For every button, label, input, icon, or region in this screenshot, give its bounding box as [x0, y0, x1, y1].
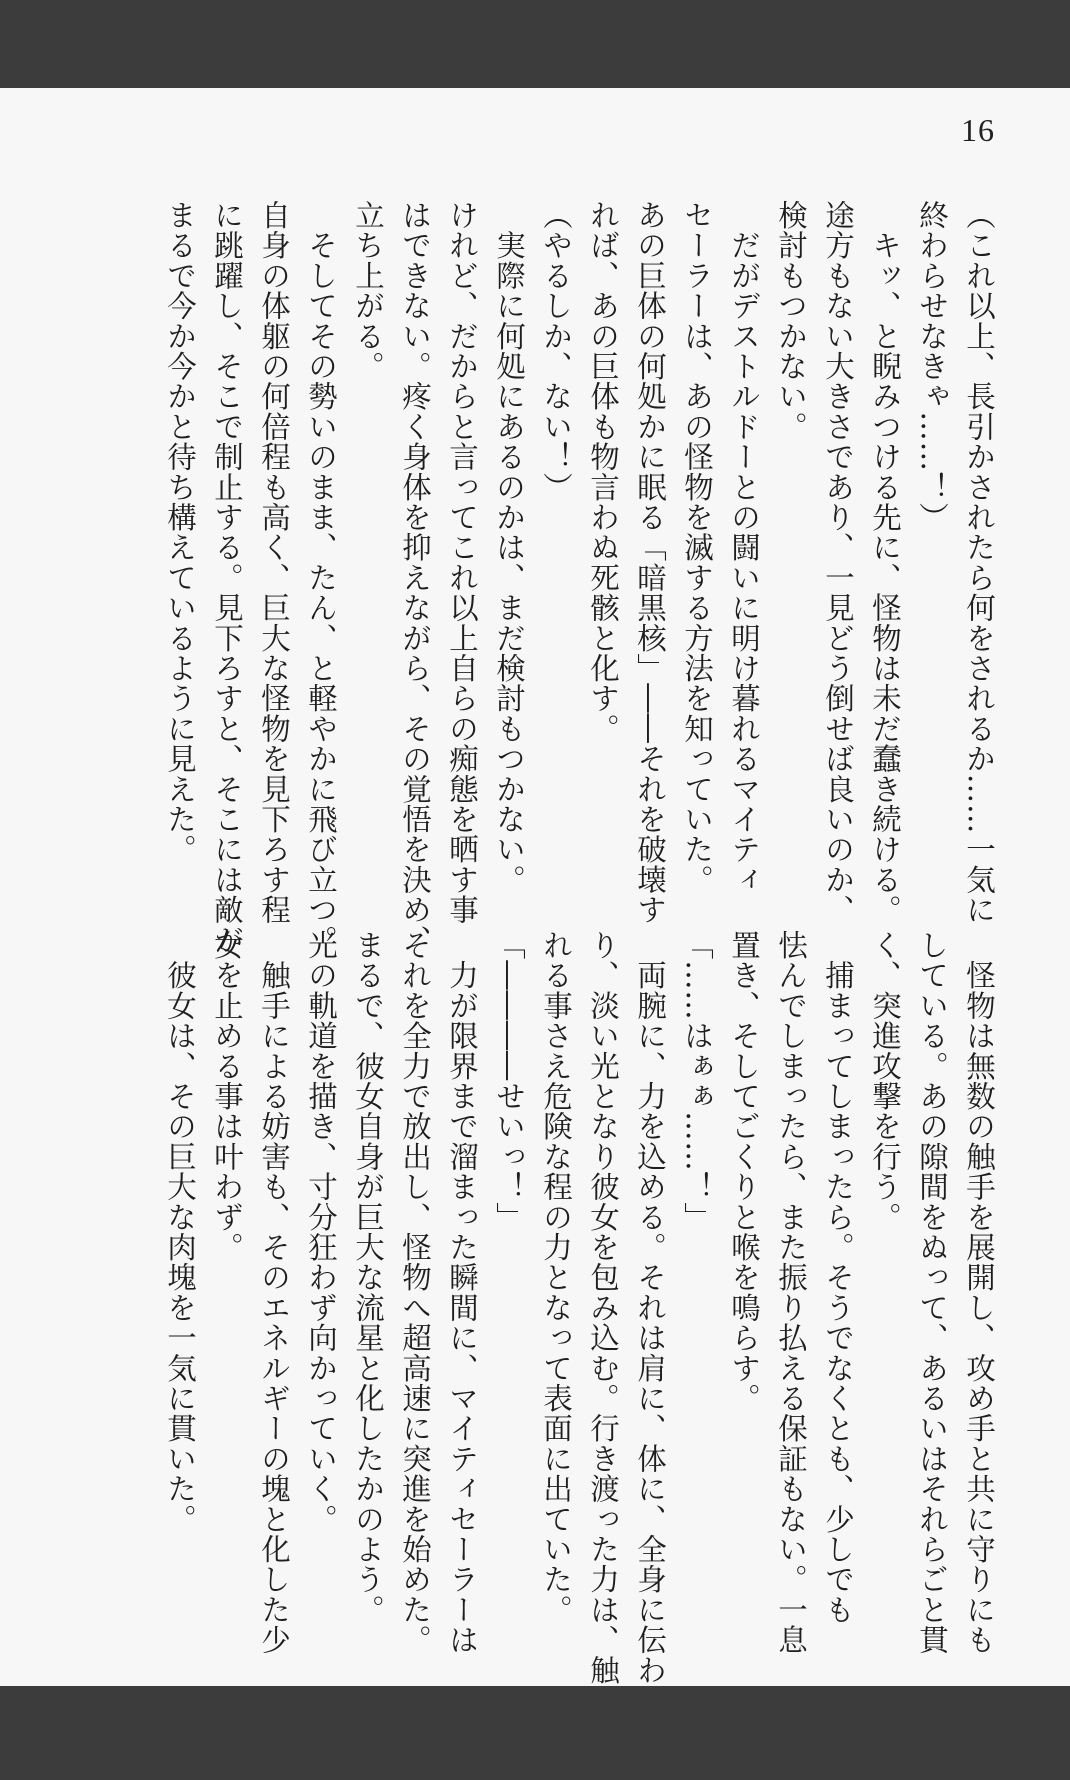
- book-page: [0, 88, 1070, 1686]
- text-line: 「……はぁぁ……！」: [680, 930, 714, 1232]
- text-line: 怪物は無数の触手を展開し、攻め手と共に守りにも: [962, 930, 996, 1655]
- text-line: 女を止める事は叶わず。: [210, 930, 244, 1263]
- text-line: キッ、と睨みつける先に、怪物は未だ蠢き続ける。: [868, 200, 902, 925]
- text-block-top: [112, 200, 1002, 955]
- text-block-bottom: [112, 930, 1002, 1685]
- text-line: 両腕に、力を込める。それは肩に、体に、全身に伝わ: [633, 930, 667, 1685]
- text-line: 置き、そしてごくりと喉を鳴らす。: [727, 930, 761, 1414]
- text-line: 捕まってしまったら。そうでなくとも、少しでも: [821, 930, 855, 1625]
- text-line: 立ち上がる。: [351, 200, 385, 382]
- text-line: れば、あの巨体も物言わぬ死骸と化す。: [586, 200, 620, 744]
- text-line: 検討もつかない。: [774, 200, 808, 442]
- text-line: 彼女は、その巨大な肉塊を一気に貫いた。: [163, 930, 197, 1534]
- text-line: している。あの隙間をぬって、あるいはそれらごと貫: [915, 930, 949, 1655]
- text-line: れる事さえ危険な程の力となって表面に出ていた。: [539, 930, 573, 1625]
- text-line: 自身の体躯の何倍程も高く、巨大な怪物を見下ろす程: [257, 200, 291, 925]
- text-line: 終わらせなきゃ……！）: [915, 200, 949, 533]
- text-line: 力が限界まで溜まった瞬間に、マイティセーラーは: [445, 930, 479, 1655]
- text-line: あの巨体の何処かに眠る「暗黒核」――それを破壊す: [633, 200, 667, 925]
- page-number: 16: [961, 112, 995, 148]
- text-line: けれど、だからと言ってこれ以上自らの痴態を晒す事: [445, 200, 479, 925]
- text-line: （やるしか、ない！）: [539, 200, 573, 502]
- text-line: 光の軌道を描き、寸分狂わず向かっていく。: [304, 930, 338, 1534]
- text-line: （これ以上、長引かされたら何をされるか……一気に: [962, 200, 996, 925]
- text-line: に跳躍し、そこで制止する。見下ろすと、そこには敵が: [210, 200, 244, 955]
- text-line: 触手による妨害も、そのエネルギーの塊と化した少: [257, 930, 291, 1655]
- text-line: セーラーは、あの怪物を滅する方法を知っていた。: [680, 200, 714, 895]
- text-line: そしてその勢いのまま、たん、と軽やかに飛び立つ。: [304, 200, 338, 955]
- text-line: り、淡い光となり彼女を包み込む。行き渡った力は、触: [586, 930, 620, 1685]
- text-line: まるで、彼女自身が巨大な流星と化したかのよう。: [351, 930, 385, 1625]
- text-line: 「――――せいっ！」: [492, 930, 526, 1232]
- text-line: まるで今か今かと待ち構えているように見えた。: [163, 200, 197, 865]
- text-line: それを全力で放出し、怪物へ超高速に突進を始めた。: [398, 930, 432, 1655]
- text-line: だがデストルドーとの闘いに明け暮れるマイティ: [727, 200, 761, 895]
- text-line: 実際に何処にあるのかは、まだ検討もつかない。: [492, 200, 526, 895]
- text-line: く、突進攻撃を行う。: [868, 930, 902, 1232]
- text-line: 途方もない大きさであり、一見どう倒せば良いのか、: [821, 200, 855, 925]
- text-line: はできない。疼く身体を抑えながら、その覚悟を決め、: [398, 200, 432, 955]
- viewer-bottom-bar: [0, 1686, 1070, 1780]
- viewer-top-bar: [0, 0, 1070, 88]
- text-line: 怯んでしまったら、また振り払える保証もない。一息: [774, 930, 808, 1655]
